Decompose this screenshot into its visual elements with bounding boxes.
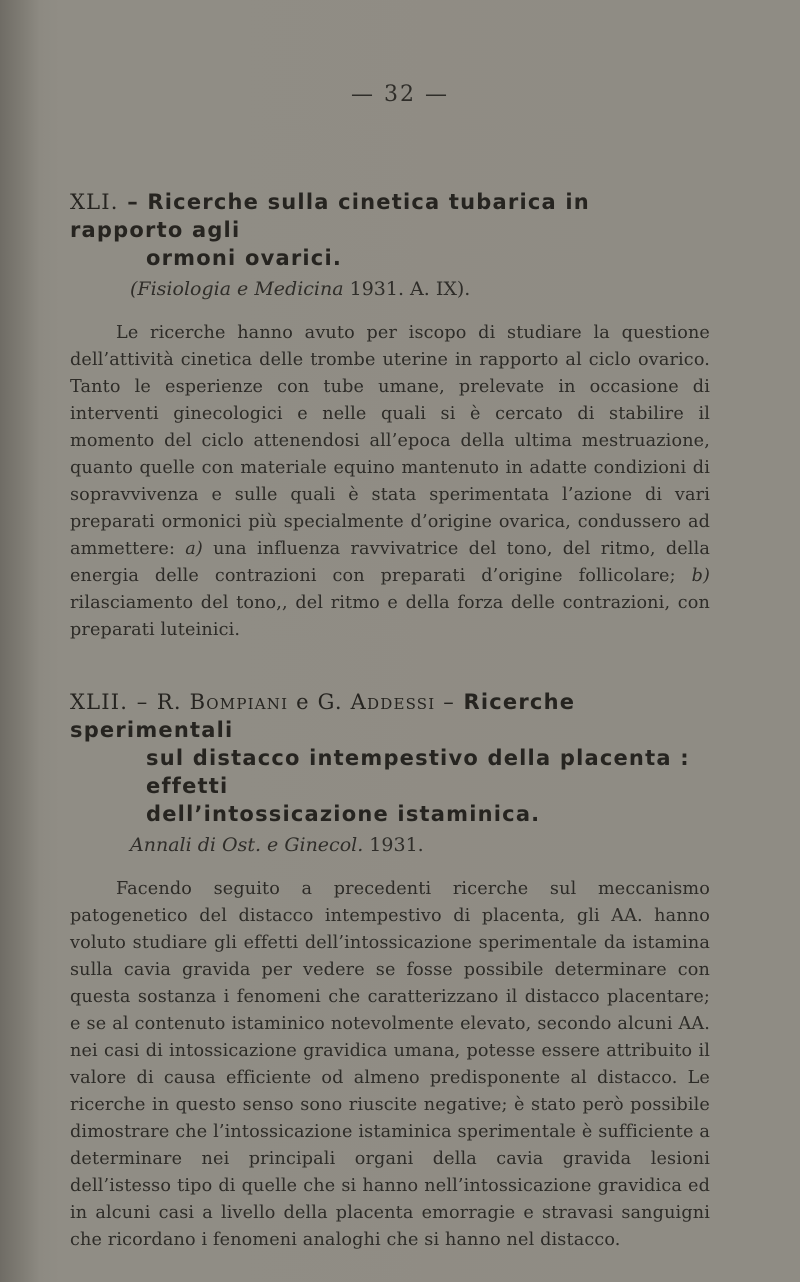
source-journal: Annali di Ost. e Ginecol. [130, 834, 364, 856]
entry-title-line1: Ricerche sperimentali [70, 690, 576, 742]
source-year: 1931. A. IX). [343, 278, 471, 300]
abstract-part2: una influenza ravvivatrice del tono, del ritmo, della energia delle contrazioni con preparati d’origine follicolare; [70, 539, 710, 586]
source-year: 1931. [363, 834, 424, 856]
entry-title-line3: dell’intossicazione istaminica. [146, 802, 541, 826]
author-dash: – [435, 690, 455, 714]
entry-abstract [70, 320, 710, 644]
abstract-text: Facendo seguito a precedenti ricerche sul meccanismo patogenetico del distacco intempestivo di placenta, gli AA. hanno voluto studiare gli effetti dell’intossicazione sperimentale da istamina sulla cavia gravida per vedere se fosse possibile determinare con questa sostanza i fenomeni che caratterizzano il distacco placentare; e se al contenuto istaminico notevolmente elevato, secondo alcuni AA. nei casi di intossicazione gravidica umana, potesse essere attribuito il valore di causa efficiente od almeno predisponente al distacco. Le ricerche in questo senso sono riuscite negative; è stato però possibile dimostrare che l’intossicazione istaminica sperimentale è sufficiente a determinare nei principali organi della cavia gravida lesioni dell’istesso tipo di quelle che si hanno nell’intossicazione gravidica ed in alcuni casi a livello della placenta emorragie e stravasi sanguigni che ricordano i fenomeni analoghi che si hanno nel distacco. [70, 879, 710, 1250]
entry-title-line1: Ricerche sulla cinetica tubarica in rapporto agli [70, 190, 590, 242]
abstract-marker-b: b) [691, 566, 710, 586]
page-number: — 32 — [351, 82, 449, 107]
entry-title-line2: ormoni ovarici. [146, 246, 343, 270]
abstract-marker-a: a) [185, 539, 203, 559]
entry-number: XLII. [70, 690, 129, 714]
author-conj: e G. [288, 690, 351, 714]
author-addessi: Addessi [350, 690, 436, 714]
entry-dash: – [136, 690, 149, 714]
entry-abstract [70, 876, 710, 1254]
entry-dash: – [127, 190, 139, 214]
entry-xli [70, 188, 710, 644]
entry-authors [157, 690, 455, 714]
source-journal: (Fisiologia e Medicina [130, 278, 344, 300]
entry-xlii [70, 688, 710, 1254]
entry-number: XLI. [70, 190, 119, 214]
entry-source [70, 830, 710, 860]
entry-title-line2: sul distacco intempestivo della placenta : effetti [146, 746, 690, 798]
author-initial-r: R. [156, 690, 190, 714]
abstract-part3: rilasciamento del tono,, del ritmo e della forza delle contrazioni, con preparati luteinici. [70, 593, 710, 640]
entry-heading [70, 188, 710, 272]
entry-heading [70, 688, 710, 828]
abstract-part1: Le ricerche hanno avuto per iscopo di studiare la questione dell’attività cinetica delle trombe uterine in rapporto al ciclo ovarico. Tanto le esperienze con tube umane, prelevate in occasione di interventi ginecologici e nelle quali si è cercato di stabilire il momento del ciclo attenendosi all’epoca della ultima mestruazione, quanto quelle con materiale equino mantenuto in adatte condizioni di sopravvivenza e sulle quali è stata sperimentata l’azione di vari preparati ormonici più specialmente d’origine ovarica, condussero ad ammettere: [70, 323, 710, 559]
author-bompiani: Bompiani [189, 690, 289, 714]
entry-source [70, 274, 710, 304]
